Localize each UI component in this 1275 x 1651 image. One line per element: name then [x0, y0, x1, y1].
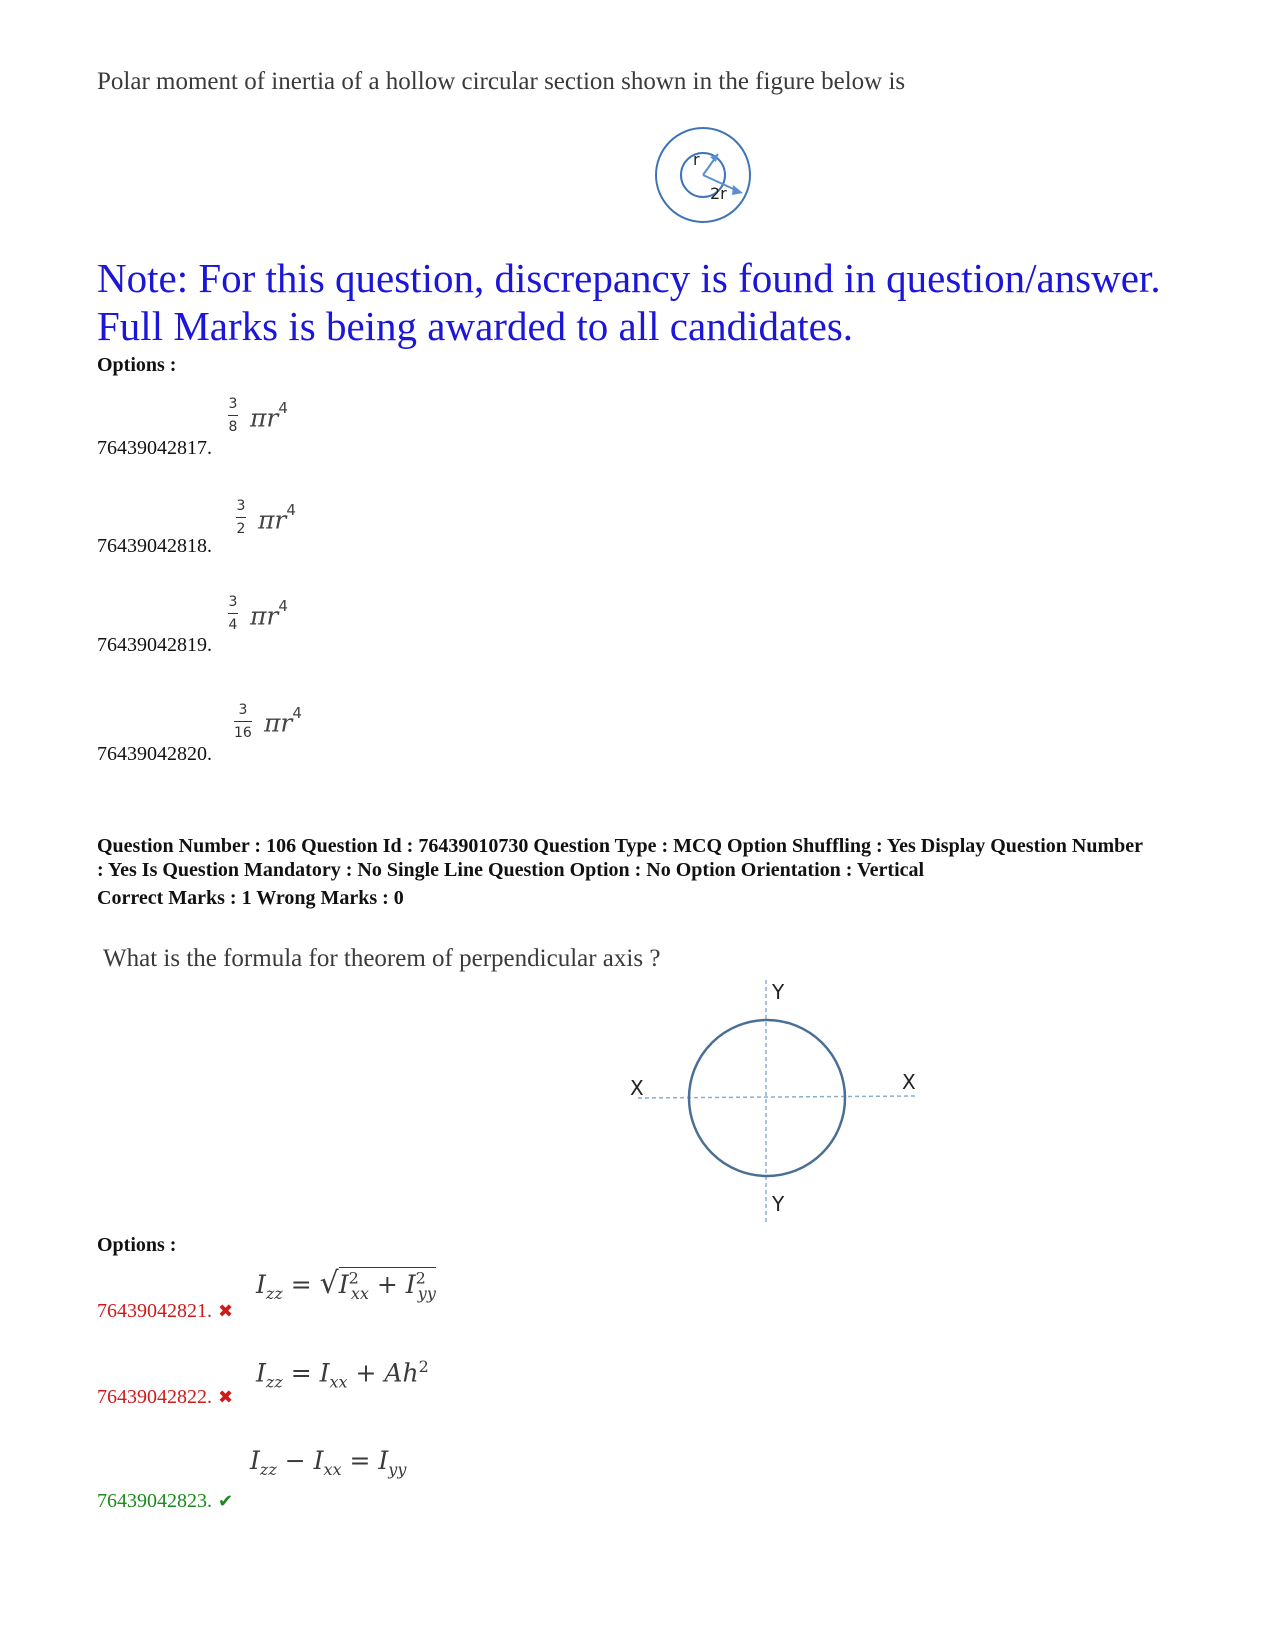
q2-options-label: Options : [97, 1234, 177, 1256]
discrepancy-note [97, 254, 1161, 350]
denominator: 4 [228, 617, 238, 633]
numerator: 3 [238, 702, 248, 718]
q2-option-id-wrong [97, 1300, 233, 1323]
option-id: 76439042822. [97, 1386, 212, 1408]
numerator: 3 [228, 594, 238, 610]
q1-option-expr [250, 597, 288, 631]
q1-option-expr [264, 704, 302, 738]
x-left-label: X [630, 1076, 644, 1100]
q1-options-label: Options : [97, 354, 177, 376]
q1-option-expr [250, 399, 288, 433]
q1-option-id: 76439042817. [97, 437, 212, 459]
q1-question-text: Polar moment of inertia of a hollow circular section shown in the figure below is [97, 68, 906, 95]
pi-r: πr [264, 708, 293, 738]
option-id: 76439042823. [97, 1490, 212, 1512]
power: 4 [278, 399, 288, 417]
q1-option-id: 76439042818. [97, 535, 212, 557]
q2-option-equation: $I_{zz} - I_{xx} = I_{yy}$ [250, 1446, 407, 1479]
outer-radius-label: 2r [710, 184, 727, 203]
option-id: 76439042821. [97, 1300, 212, 1322]
q2-option-equation: $I_{zz} = I_{xx} + Ah^2$ [256, 1357, 429, 1392]
outer-arrow-head [732, 185, 743, 195]
q1-option-id: 76439042820. [97, 743, 212, 765]
q1-option-expr [258, 501, 296, 535]
power: 4 [286, 501, 296, 519]
denominator: 8 [228, 419, 238, 435]
meta-line-1: Question Number : 106 Question Id : 76439010730 Question Type : MCQ Option Shuffling : Yes Display Question Number [97, 835, 1144, 857]
cross-icon: ✖ [218, 1387, 234, 1407]
marks-line: Correct Marks : 1 Wrong Marks : 0 [97, 887, 404, 909]
q2-option-id-correct [97, 1490, 233, 1513]
sqrt-icon: √ [319, 1266, 339, 1301]
numerator: 3 [236, 498, 246, 514]
perpendicular-axis-figure [620, 975, 920, 1225]
q2-question-text: What is the formula for theorem of perpendicular axis ? [103, 945, 661, 972]
power: 4 [292, 704, 302, 722]
q1-option-fraction [228, 594, 238, 633]
check-icon: ✔ [218, 1491, 234, 1511]
meta-line-2: : Yes Is Question Mandatory : No Single Line Question Option : No Option Orientation : Vertical [97, 859, 925, 881]
q2-meta [97, 834, 1143, 910]
note-line-2: Full Marks is being awarded to all candidates. [97, 303, 854, 349]
q1-option-id: 76439042819. [97, 634, 212, 656]
q1-option-fraction [228, 396, 238, 435]
denominator: 16 [234, 725, 252, 741]
q1-option-fraction [236, 498, 246, 537]
note-line-1: Note: For this question, discrepancy is found in question/answer. [97, 255, 1161, 301]
pi-r: πr [250, 403, 279, 433]
q1-option-fraction [234, 702, 252, 741]
y-bottom-label: Y [772, 1192, 785, 1216]
x-axis [638, 1096, 915, 1098]
q2-option-id-wrong [97, 1386, 233, 1409]
y-top-label: Y [772, 980, 785, 1004]
inner-radius-label: r [693, 150, 700, 169]
numerator: 3 [228, 396, 238, 412]
x-right-label: X [902, 1070, 916, 1094]
cross-icon: ✖ [218, 1301, 234, 1321]
hollow-circle-figure [648, 120, 758, 230]
denominator: 2 [236, 521, 246, 537]
power: 4 [278, 597, 288, 615]
pi-r: πr [250, 601, 279, 631]
pi-r: πr [258, 505, 287, 535]
section-circle [689, 1020, 845, 1176]
q2-option-equation: $I_{zz} = √I^2_{xx} + I^2_{yy}$ [256, 1266, 436, 1303]
